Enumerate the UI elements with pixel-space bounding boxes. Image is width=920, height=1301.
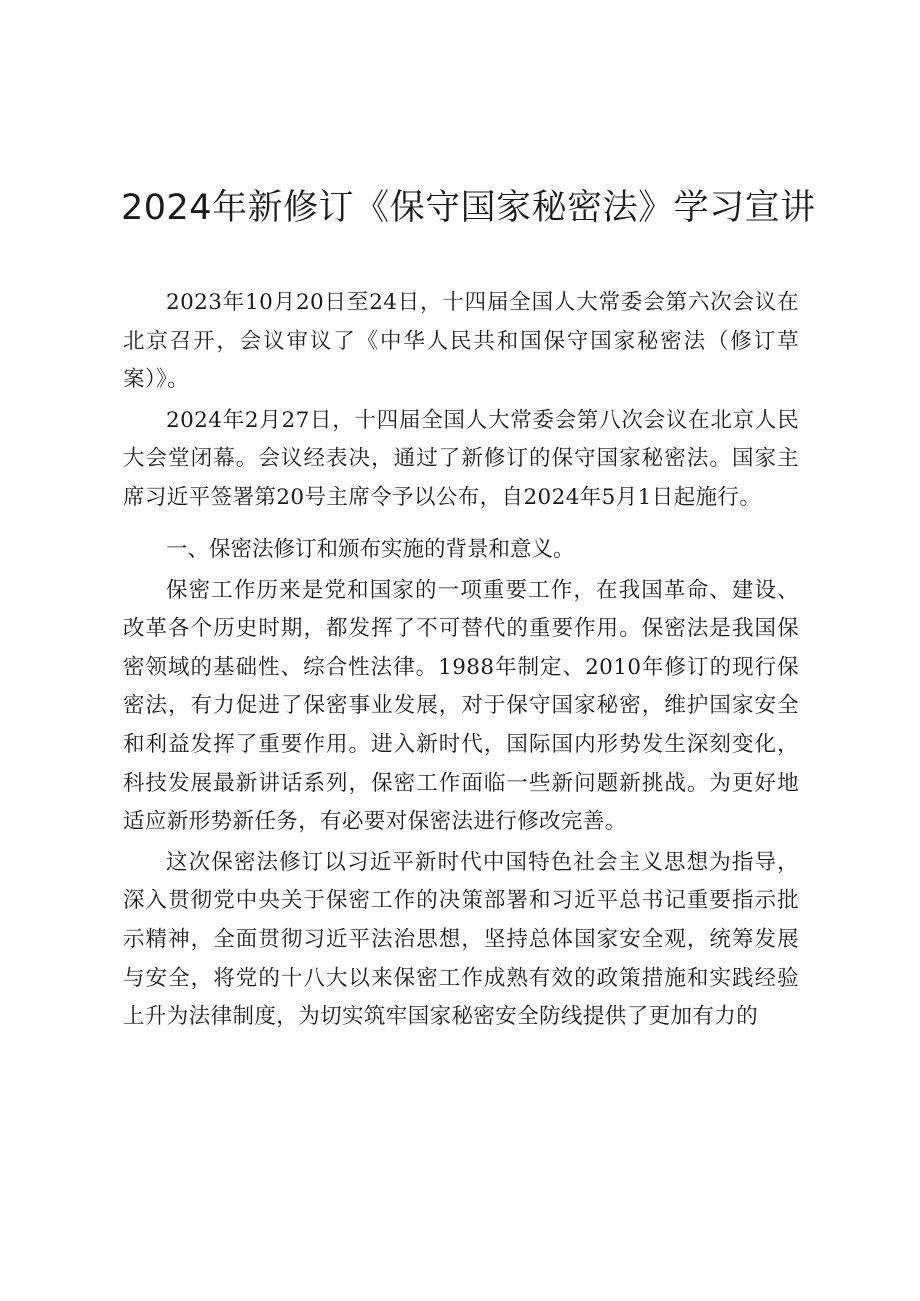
paragraph-meeting-2024: 2024年2月27日，十四届全国人大常委会第八次会议在北京人民大会堂闭幕。会议经表决，通过了新修订的保守国家秘密法。国家主席习近平签署第20号主席令予以公布，自2024年5月1日起施行。	[123, 407, 799, 510]
document-title: 2024年新修订《保守国家秘密法》学习宣讲	[121, 188, 816, 228]
section-heading-1: 一、保密法修订和颁布实施的背景和意义。	[166, 536, 575, 562]
paragraph-background: 保密工作历来是党和国家的一项重要工作，在我国革命、建设、改革各个历史时期，都发挥了不可替代的重要作用。保密法是我国保密领域的基础性、综合性法律。1988年制定、2010年修订的现行保密法，有力促进了保密事业发展，对于保守国家秘密，维护国家安全和利益发挥了重要作用。进入新时代，国际国内形势发生深刻变化，科技发展最新讲话系列，保密工作面临一些新问题新挑战。为更好地适应新形势新任务，有必要对保密法进行修改完善。	[123, 577, 799, 835]
paragraph-significance: 这次保密法修订以习近平新时代中国特色社会主义思想为指导，深入贯彻党中央关于保密工作的决策部署和习近平总书记重要指示批示精神，全面贯彻习近平法治思想，坚持总体国家安全观，统筹发展与安全，将党的十八大以来保密工作成熟有效的政策措施和实践经验上升为法律制度，为切实筑牢国家秘密安全防线提供了更加有力的	[123, 849, 799, 1030]
document-body	[123, 284, 799, 1039]
paragraph-meeting-2023: 2023年10月20日至24日，十四届全国人大常委会第六次会议在北京召开，会议审议了《中华人民共和国保守国家秘密法（修订草案）》。	[123, 290, 799, 393]
